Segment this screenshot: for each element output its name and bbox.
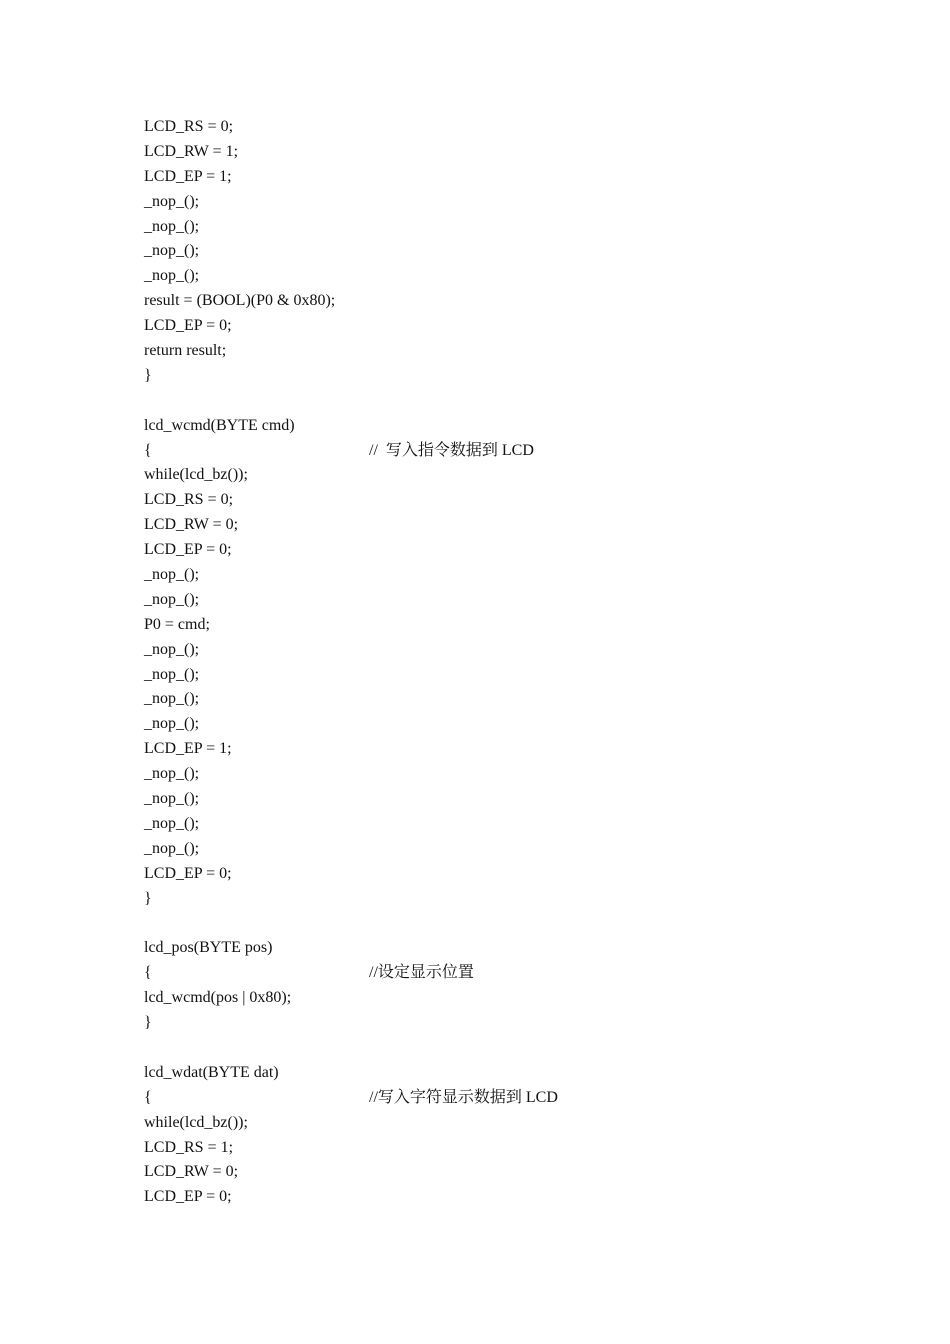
code-text: P0 = cmd; [144, 615, 210, 633]
code-text: _nop_(); [144, 665, 200, 683]
code-text: LCD_EP = 0; [144, 541, 232, 559]
code-line [144, 1086, 844, 1111]
blank-line [144, 1036, 844, 1061]
code-text: LCD_EP = 0; [144, 864, 232, 882]
code-text: { [144, 964, 152, 982]
code-text: LCD_RS = 0; [144, 491, 234, 509]
code-text: lcd_wcmd(pos | 0x80); [144, 989, 292, 1007]
code-comment: //写入字符显示数据到 LCD [369, 1088, 558, 1106]
code-line [144, 986, 844, 1011]
code-line [144, 712, 844, 737]
code-line [144, 463, 844, 488]
code-line [144, 812, 844, 837]
blank-line [144, 912, 844, 937]
code-text: LCD_EP = 0; [144, 1188, 232, 1206]
code-text: } [144, 1014, 152, 1032]
code-text: LCD_RW = 0; [144, 1163, 239, 1181]
code-text: { [144, 1088, 152, 1106]
code-line [144, 165, 844, 190]
code-line [144, 787, 844, 812]
code-text: _nop_(); [144, 690, 200, 708]
blank-line [144, 389, 844, 414]
code-line [144, 737, 844, 762]
code-line [144, 837, 844, 862]
code-line [144, 936, 844, 961]
code-line [144, 862, 844, 887]
code-text: LCD_RS = 0; [144, 118, 234, 135]
code-text: LCD_EP = 0; [144, 317, 232, 335]
code-text: lcd_wcmd(BYTE cmd) [144, 416, 295, 434]
code-line [144, 439, 844, 464]
code-line [144, 1160, 844, 1185]
code-line [144, 239, 844, 264]
code-line [144, 887, 844, 912]
code-line [144, 115, 844, 140]
code-text: _nop_(); [144, 566, 200, 584]
code-text: LCD_RS = 1; [144, 1138, 234, 1156]
code-text: lcd_wdat(BYTE dat) [144, 1063, 279, 1081]
code-line [144, 663, 844, 688]
code-line [144, 1136, 844, 1161]
code-text: _nop_(); [144, 640, 200, 658]
code-line [144, 638, 844, 663]
code-line [144, 314, 844, 339]
code-text: _nop_(); [144, 814, 200, 832]
code-text: _nop_(); [144, 790, 200, 808]
code-line [144, 538, 844, 563]
code-text: LCD_EP = 1; [144, 167, 232, 185]
code-line [144, 215, 844, 240]
code-text: LCD_EP = 1; [144, 740, 232, 758]
code-line [144, 563, 844, 588]
code-line [144, 961, 844, 986]
code-text: LCD_RW = 0; [144, 516, 239, 534]
code-text: _nop_(); [144, 590, 200, 608]
code-line [144, 513, 844, 538]
code-line [144, 1185, 844, 1210]
code-text: _nop_(); [144, 765, 200, 783]
code-text: lcd_pos(BYTE pos) [144, 939, 273, 957]
code-line [144, 588, 844, 613]
code-text: } [144, 889, 152, 907]
code-line [144, 364, 844, 389]
code-line [144, 613, 844, 638]
code-text: while(lcd_bz()); [144, 466, 248, 484]
code-text: _nop_(); [144, 217, 200, 235]
code-text: result = (BOOL)(P0 & 0x80); [144, 292, 336, 310]
code-line [144, 190, 844, 215]
code-line [144, 1111, 844, 1136]
code-line [144, 264, 844, 289]
code-text: return result; [144, 342, 227, 360]
code-line [144, 762, 844, 787]
code-comment: //设定显示位置 [369, 964, 474, 982]
code-text: LCD_RW = 1; [144, 142, 239, 160]
code-text: _nop_(); [144, 267, 200, 285]
code-text: _nop_(); [144, 192, 200, 210]
code-text: _nop_(); [144, 839, 200, 857]
code-line [144, 1011, 844, 1036]
code-text: _nop_(); [144, 242, 200, 260]
code-line [144, 488, 844, 513]
code-line [144, 414, 844, 439]
code-text: while(lcd_bz()); [144, 1113, 248, 1131]
code-text: { [144, 441, 152, 459]
code-comment: // 写入指令数据到 LCD [369, 441, 534, 459]
code-listing [144, 115, 844, 1210]
code-line [144, 140, 844, 165]
code-line [144, 1061, 844, 1086]
code-line [144, 289, 844, 314]
code-text: } [144, 366, 152, 384]
code-line [144, 339, 844, 364]
code-text: _nop_(); [144, 715, 200, 733]
code-line [144, 687, 844, 712]
